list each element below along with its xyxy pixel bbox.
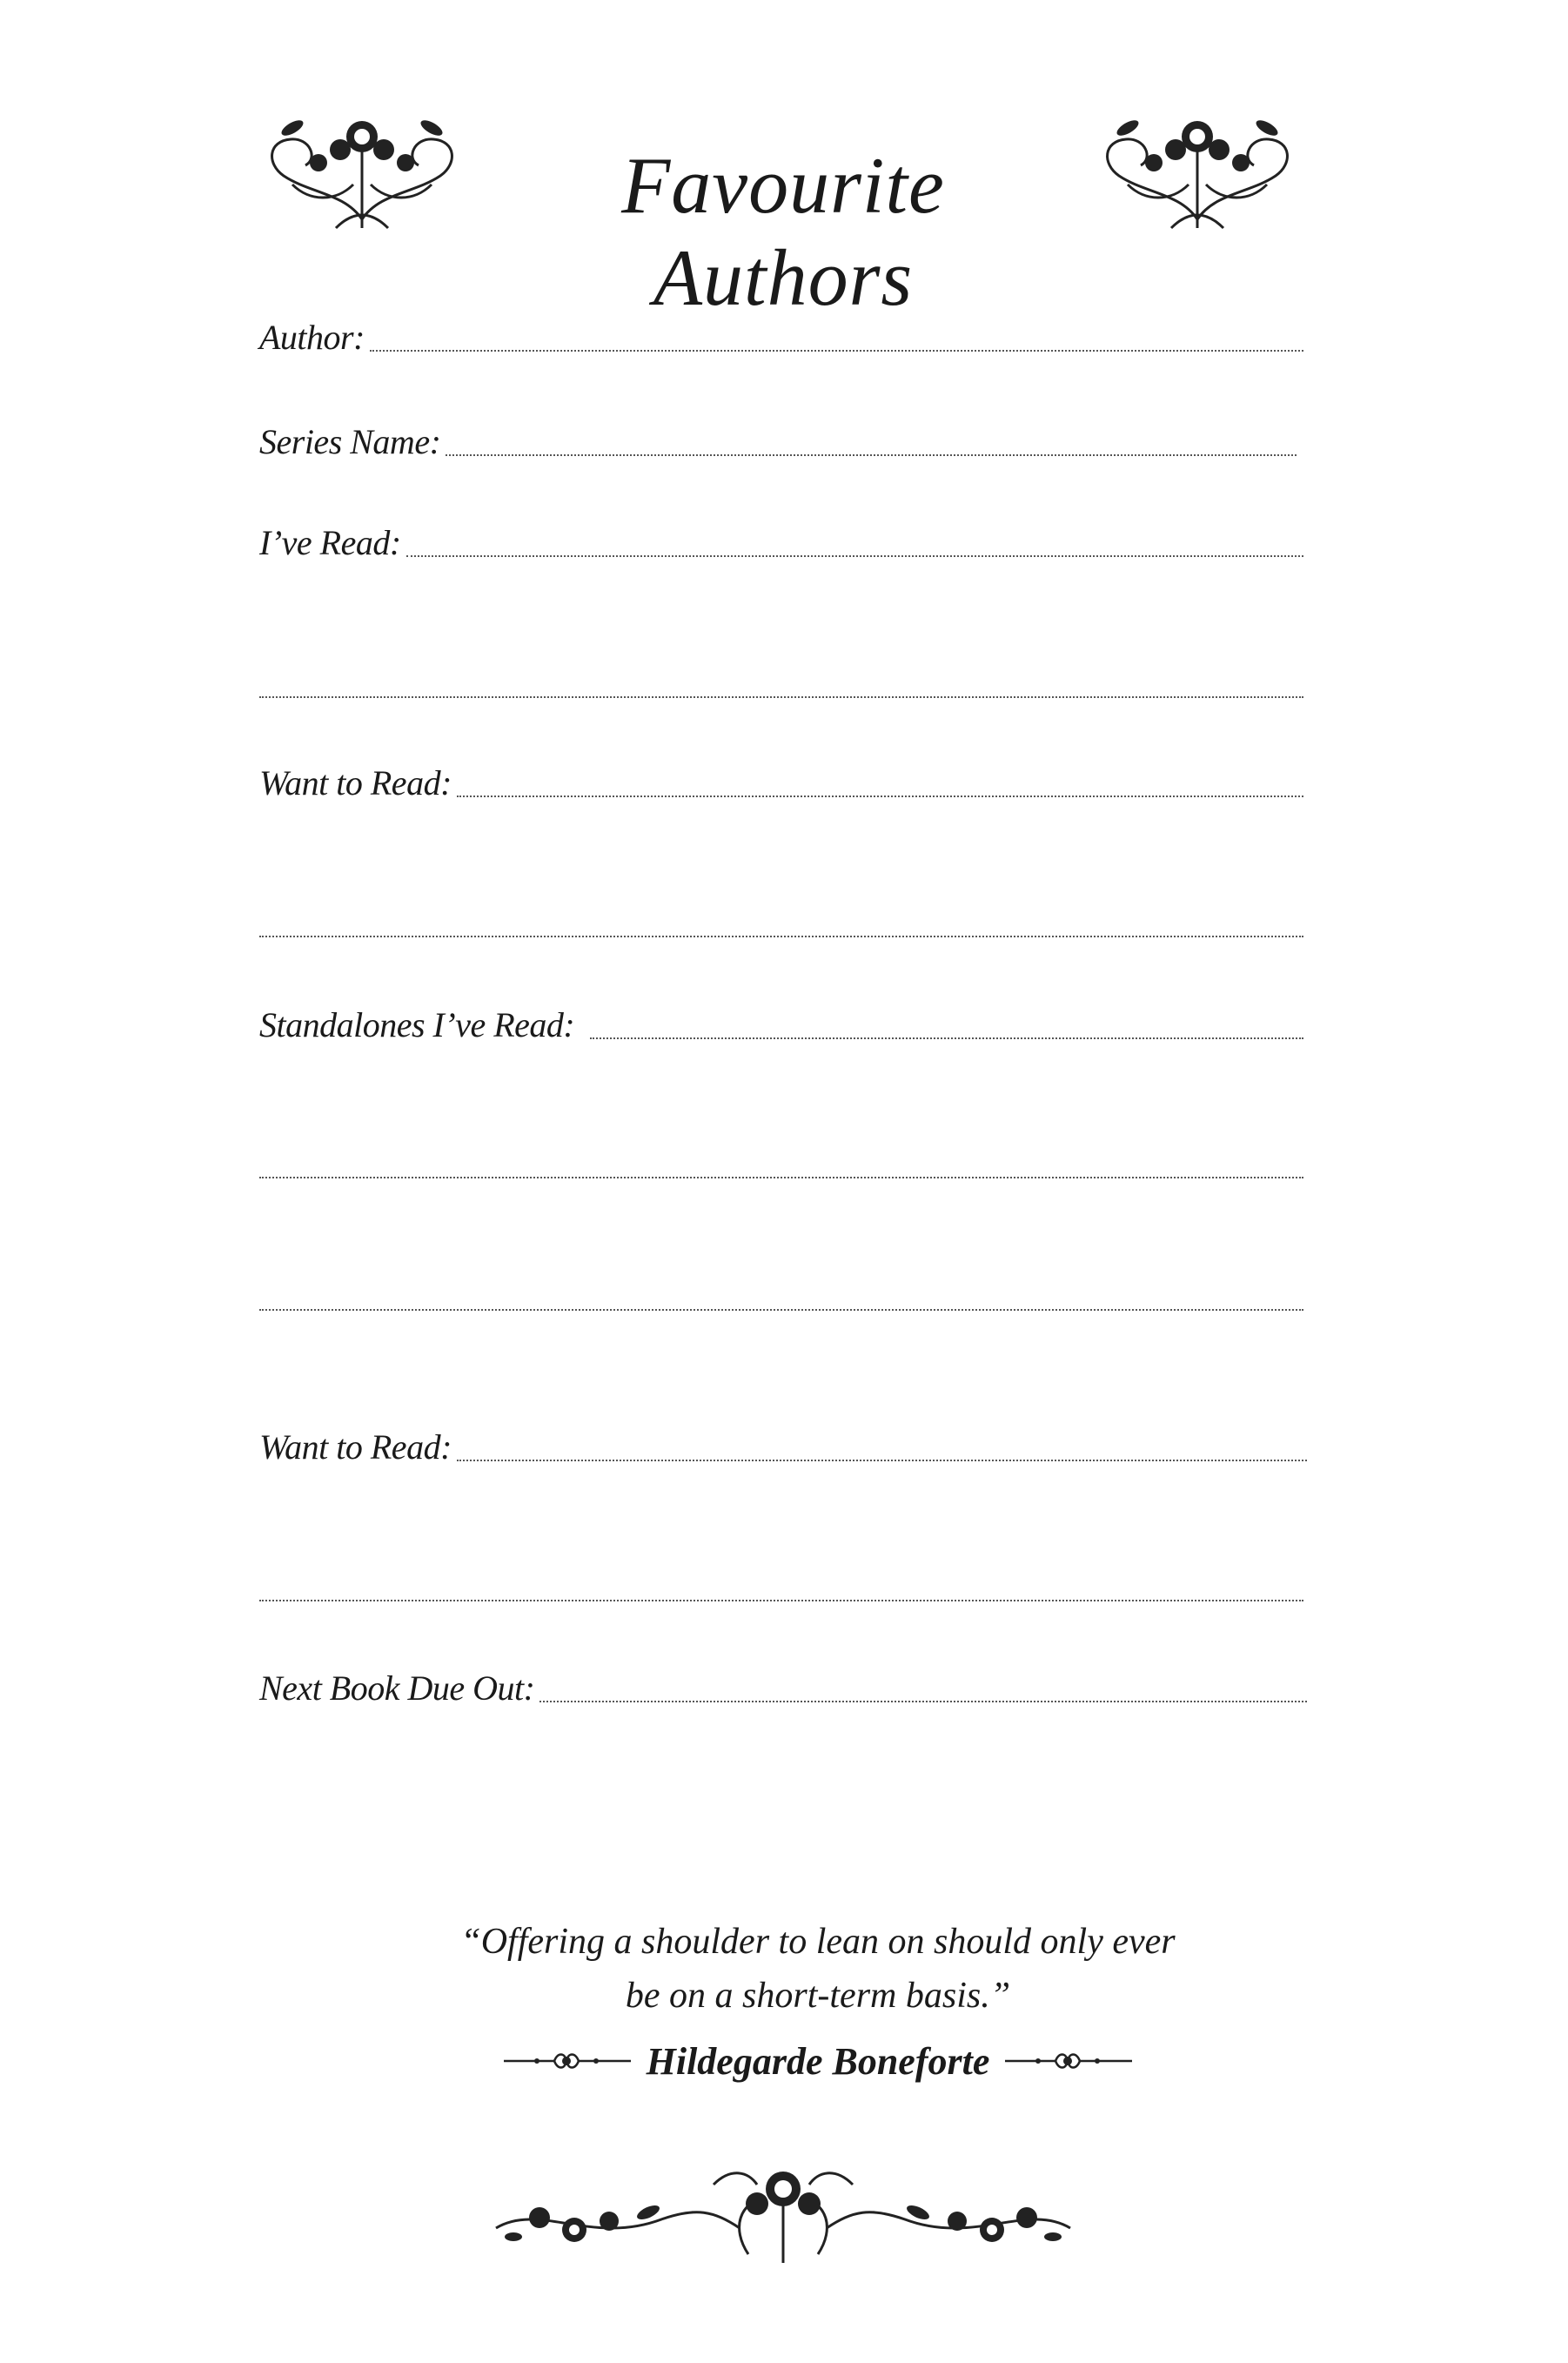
ive-read-label: I’ve Read: [259,523,401,562]
scroll-divider-icon [502,2048,633,2074]
standalones-label: Standalones I’ve Read: [259,1005,575,1044]
want-to-read-label-2: Want to Read: [259,1427,452,1467]
next-book-field[interactable] [539,1699,1307,1702]
ive-read-row[interactable] [259,523,1303,562]
floral-crest-icon [258,97,466,237]
series-name-field[interactable] [446,453,1297,456]
want-to-read-extra-line-2[interactable] [259,1600,1303,1601]
want-to-read-row-1[interactable] [259,763,1303,802]
want-to-read-row-2[interactable] [259,1427,1307,1467]
scroll-divider-icon [1003,2048,1134,2074]
next-book-row[interactable] [259,1668,1307,1708]
standalones-extra-line-1[interactable] [259,1177,1303,1178]
quote-line-2: be on a short-term basis.” [625,1976,1011,2016]
want-to-read-label-1: Want to Read: [259,763,452,802]
series-name-label: Series Name: [259,422,441,461]
series-name-row[interactable] [259,422,1297,461]
quote-block [383,1915,1253,2023]
ive-read-field[interactable] [406,554,1303,557]
page-title: Favourite Authors [621,141,945,322]
next-book-label: Next Book Due Out: [259,1668,535,1708]
ive-read-extra-line[interactable] [259,696,1303,698]
author-row[interactable] [259,320,1303,355]
author-field[interactable] [370,348,1303,352]
want-to-read-extra-line-1[interactable] [259,936,1303,937]
floral-crest-icon [1093,97,1302,237]
floral-garland-icon [487,2150,1079,2272]
quote-line-1: “Offering a shoulder to lean on should only ever [460,1922,1176,1962]
quote-attribution [470,2035,1166,2087]
standalones-extra-line-2[interactable] [259,1309,1303,1311]
author-label: Author: [259,318,365,357]
want-to-read-field-1[interactable] [457,794,1303,797]
standalones-field[interactable] [590,1036,1303,1039]
standalones-row[interactable] [259,1005,1303,1044]
want-to-read-field-2[interactable] [457,1458,1307,1461]
quote-author: Hildegarde Boneforte [646,2039,990,2083]
